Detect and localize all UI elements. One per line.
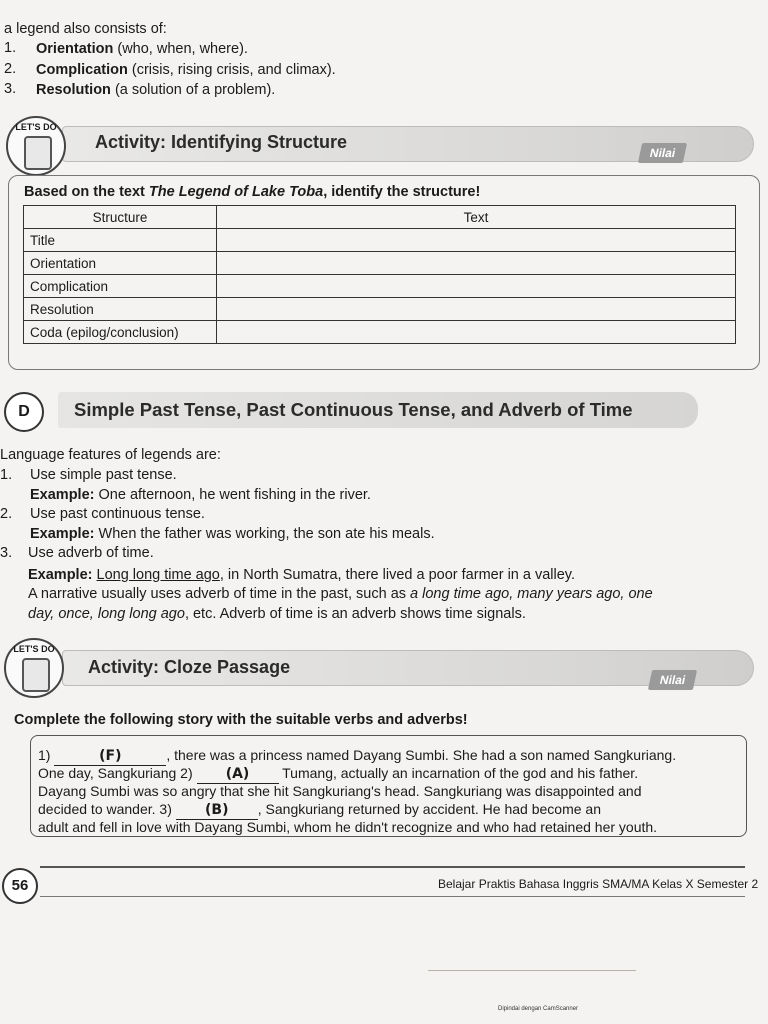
table-row	[24, 321, 736, 344]
feature-number: 2.	[0, 506, 13, 522]
intro-lead: a legend also consists of:	[4, 21, 167, 37]
nilai-badge: Nilai	[638, 143, 688, 163]
lets-do-badge-icon	[4, 638, 64, 698]
feature-number: 1.	[0, 467, 13, 483]
text-cell[interactable]	[217, 298, 736, 321]
intro-desc: (crisis, rising crisis, and climax).	[127, 62, 336, 78]
intro-term: Resolution	[36, 82, 111, 98]
student-figure-icon	[22, 658, 50, 692]
table-row	[24, 298, 736, 321]
feature-text: Use adverb of time.	[28, 545, 154, 561]
structure-cell: Resolution	[24, 298, 217, 321]
answer-blank[interactable]: (F)	[54, 748, 166, 766]
table-row	[24, 275, 736, 298]
table-row	[24, 252, 736, 275]
passage-line: Dayang Sumbi was so angry that she hit Sangkuriang's head. Sangkuriang was disappointed and	[38, 783, 642, 799]
feature-example: Example: One afternoon, he went fishing in the river.	[30, 487, 371, 503]
intro-item-number: 2.	[4, 61, 17, 77]
feature-text: Use simple past tense.	[30, 467, 177, 483]
lets-do-badge-icon	[6, 116, 66, 176]
intro-item	[36, 40, 248, 58]
text-cell[interactable]	[217, 252, 736, 275]
text-cell[interactable]	[217, 275, 736, 298]
passage-line: One day, Sangkuriang 2) (A) Tumang, actually an incarnation of the god and his father.	[38, 765, 639, 782]
table-row	[24, 229, 736, 252]
intro-item-number: 3.	[4, 81, 17, 97]
scanner-watermark: Dipindai dengan CamScanner	[498, 1006, 579, 1012]
intro-item-number: 1.	[4, 40, 17, 56]
intro-term: Orientation	[36, 41, 114, 57]
intro-desc: (who, when, where).	[113, 41, 248, 57]
text-cell[interactable]	[217, 229, 736, 252]
feature-example: Example: When the father was working, the son ate his meals.	[30, 526, 435, 542]
structure-table	[23, 205, 736, 344]
lets-do-label: LET'S DO	[13, 644, 55, 654]
structure-cell: Coda (epilog/conclusion)	[24, 321, 217, 344]
activity-instruction: Based on the text The Legend of Lake Toba, identify the structure!	[24, 184, 481, 200]
page-number: 56	[2, 868, 38, 904]
intro-item	[36, 81, 275, 99]
table-header-row	[24, 206, 736, 229]
passage-line: decided to wander. 3) (B) , Sangkuriang returned by accident. He had become an	[38, 801, 601, 818]
answer-blank[interactable]: (B)	[176, 802, 258, 820]
section-intro: Language features of legends are:	[0, 447, 221, 463]
section-title: Simple Past Tense, Past Continuous Tense, and Adverb of Time	[74, 399, 633, 420]
feature-number: 3.	[0, 545, 13, 561]
feature-text: Use past continuous tense.	[30, 506, 205, 522]
intro-term: Complication	[36, 62, 128, 78]
section-letter: D	[4, 392, 44, 432]
activity-title: Activity: Identifying Structure	[95, 132, 348, 152]
intro-desc: (a solution of a problem).	[110, 82, 276, 98]
structure-cell: Complication	[24, 275, 217, 298]
passage-line: 1) (F) , there was a princess named Dayang Sumbi. She had a son named Sangkuriang.	[38, 747, 677, 764]
faint-rule	[428, 970, 636, 971]
student-figure-icon	[24, 136, 52, 170]
footer-rule	[40, 896, 745, 897]
note-line: day, once, long long ago, etc. Adverb of time is an adverb shows time signals.	[28, 606, 526, 622]
activity-instruction: Complete the following story with the suitable verbs and adverbs!	[14, 712, 468, 728]
structure-cell: Orientation	[24, 252, 217, 275]
column-header: Structure	[24, 206, 217, 229]
note-line: A narrative usually uses adverb of time in the past, such as a long time ago, many years ago, one	[28, 586, 653, 602]
column-header: Text	[217, 206, 736, 229]
lets-do-label: LET'S DO	[15, 122, 57, 132]
passage-line: adult and fell in love with Dayang Sumbi, whom he didn't recognize and who had retained her youth.	[38, 819, 658, 835]
nilai-badge: Nilai	[648, 670, 698, 690]
book-title: Belajar Praktis Bahasa Inggris SMA/MA Kelas X Semester 2	[438, 877, 759, 891]
activity-title: Activity: Cloze Passage	[88, 657, 291, 677]
footer-rule	[40, 866, 745, 868]
intro-item	[36, 61, 336, 79]
answer-blank[interactable]: (A)	[197, 766, 279, 784]
structure-cell: Title	[24, 229, 217, 252]
text-cell[interactable]	[217, 321, 736, 344]
feature-example: Example: Long long time ago, in North Sumatra, there lived a poor farmer in a valley.	[28, 567, 575, 583]
